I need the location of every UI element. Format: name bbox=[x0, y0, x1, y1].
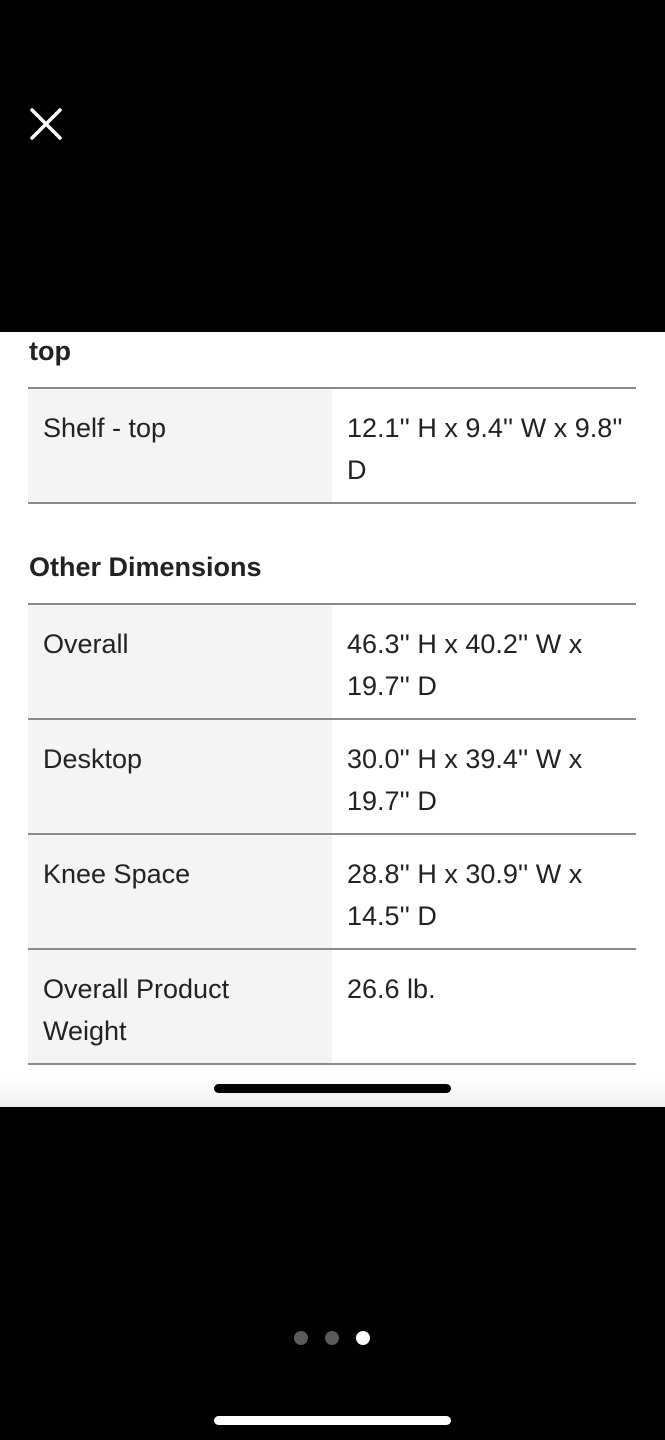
page-indicator[interactable] bbox=[294, 1331, 370, 1345]
page-dot-3[interactable] bbox=[356, 1331, 370, 1345]
close-button[interactable] bbox=[24, 102, 68, 146]
shelf-dimensions-table bbox=[28, 387, 636, 504]
dimension-value: 26.6 lb. bbox=[347, 974, 436, 1004]
dimension-value: 46.3'' H x 40.2'' W x 19.7'' D bbox=[347, 629, 583, 701]
dimension-label: Knee Space bbox=[28, 835, 332, 948]
dimension-label: Overall bbox=[28, 605, 332, 718]
dimension-label: Overall Product Weight bbox=[28, 950, 332, 1063]
close-icon bbox=[24, 102, 68, 146]
dimension-label: Desktop bbox=[28, 720, 332, 833]
table-row bbox=[28, 720, 636, 835]
table-row bbox=[28, 389, 636, 504]
product-dimensions-image bbox=[0, 332, 665, 1107]
page-dot-1[interactable] bbox=[294, 1331, 308, 1345]
section-heading-cut: top bbox=[29, 336, 71, 366]
dimension-value: 28.8'' H x 30.9'' W x 14.5'' D bbox=[347, 859, 583, 931]
dimension-value: 12.1'' H x 9.4'' W x 9.8'' D bbox=[347, 413, 623, 485]
dimension-value: 30.0'' H x 39.4'' W x 19.7'' D bbox=[347, 744, 583, 816]
section-title: Other Dimensions bbox=[29, 552, 262, 582]
other-dimensions-table bbox=[28, 603, 636, 1065]
embedded-home-indicator bbox=[214, 1084, 451, 1093]
table-row bbox=[28, 605, 636, 720]
table-row bbox=[28, 950, 636, 1065]
home-indicator[interactable] bbox=[214, 1416, 451, 1425]
page-dot-2[interactable] bbox=[325, 1331, 339, 1345]
dimension-label: Shelf - top bbox=[28, 389, 332, 502]
table-row bbox=[28, 835, 636, 950]
